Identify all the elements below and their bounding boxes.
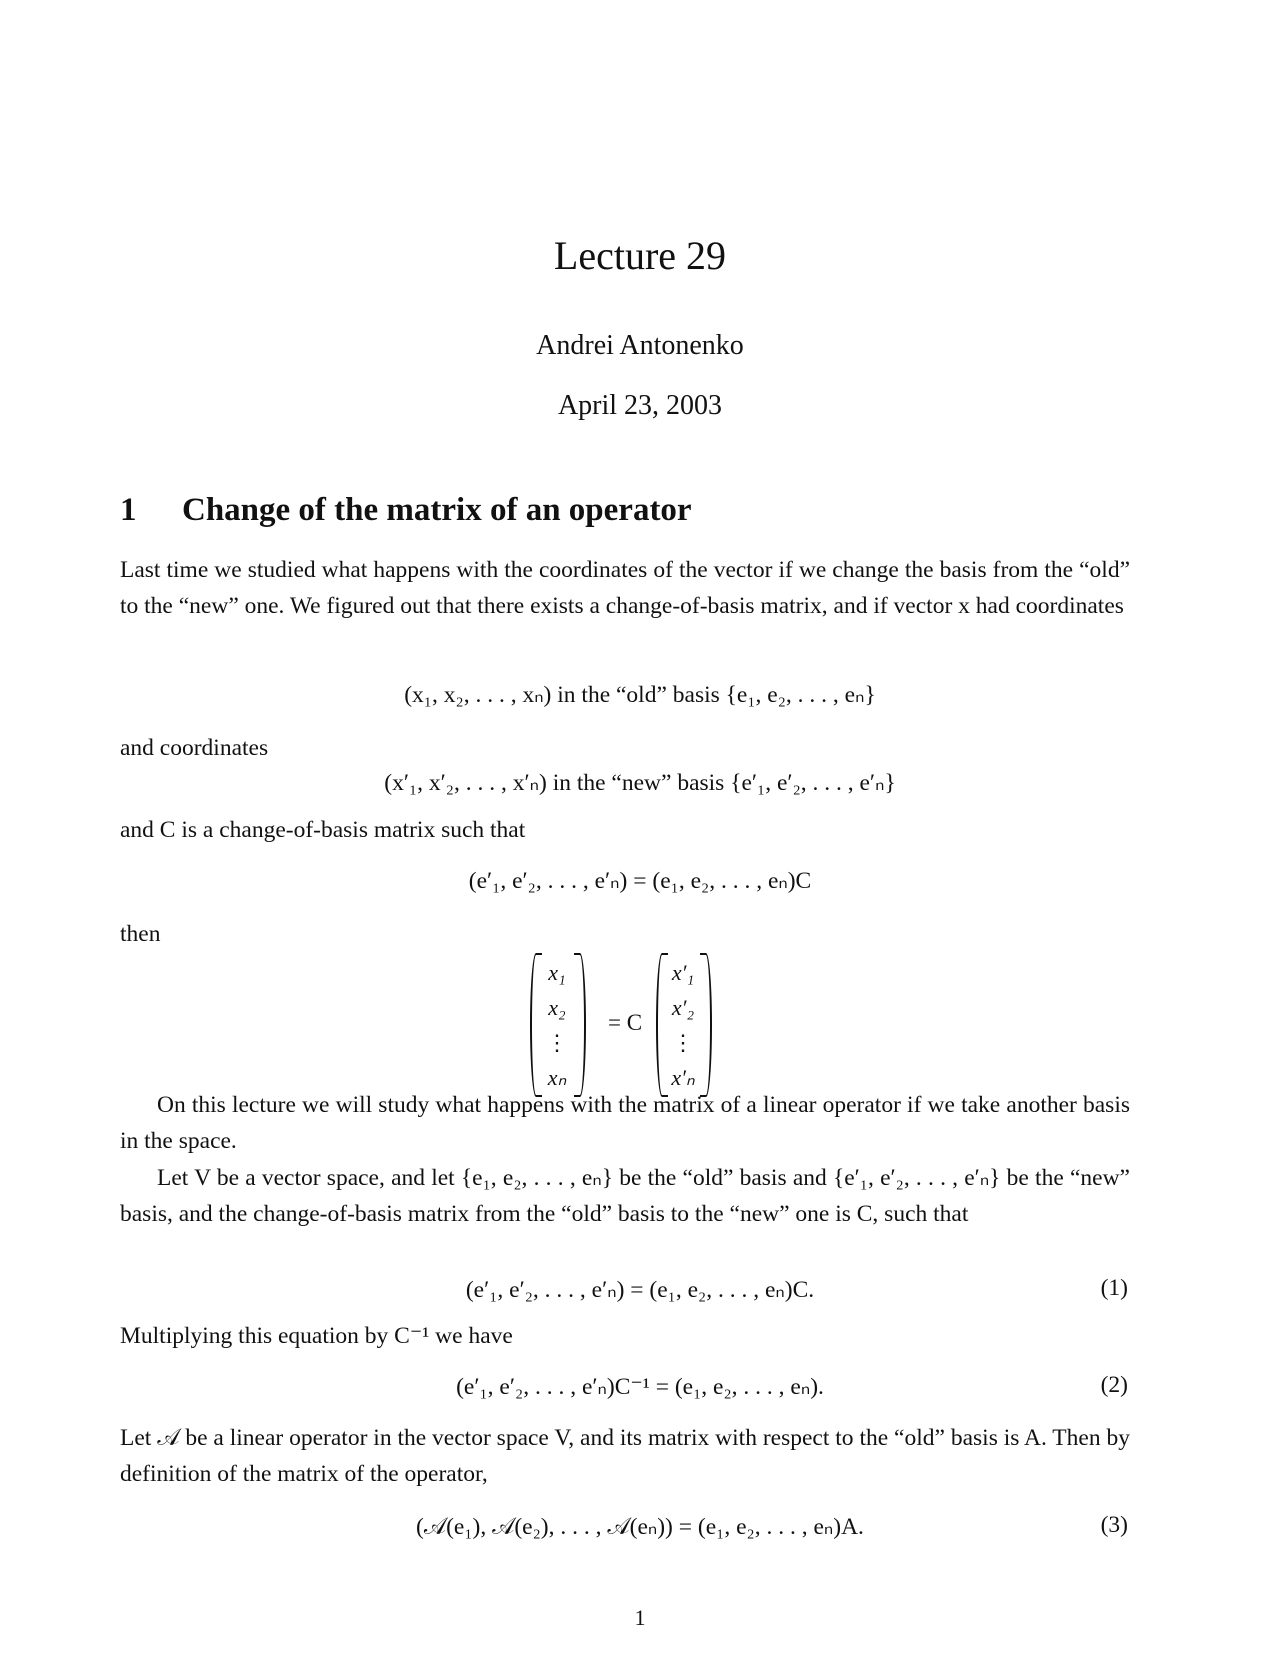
author-name: Andrei Antonenko bbox=[536, 330, 744, 361]
coordinate-matrix-equation bbox=[530, 955, 730, 1095]
equation-2: (e′₁, e′₂, . . . , e′ₙ)C⁻¹ = (e₁, e₂, . . . , eₙ). bbox=[456, 1374, 824, 1400]
equation-old-coordinates: (x₁, x₂, . . . , xₙ) in the “old” basis {e₁, e₂, . . . , eₙ} bbox=[404, 682, 876, 708]
lecture-title: Lecture 29 bbox=[553, 233, 727, 278]
equation-number-3: (3) bbox=[1100, 1512, 1128, 1538]
right-paren bbox=[574, 953, 586, 1097]
new-coordinate-column bbox=[668, 955, 698, 1095]
matrix-entry: x′ₙ bbox=[671, 1065, 695, 1090]
paragraph-this-lecture: On this lecture we will study what happens with the matrix of a linear operator if we take another basis in the space. bbox=[120, 1092, 1130, 1154]
paragraph-change-of-basis: and C is a change-of-basis matrix such that bbox=[120, 817, 526, 843]
old-coordinate-column bbox=[542, 955, 572, 1095]
matrix-entry: x′₂ bbox=[671, 995, 695, 1020]
lecture-date: April 23, 2003 bbox=[557, 390, 723, 421]
matrix-entry: xₙ bbox=[547, 1065, 567, 1090]
paragraph-let-v: Let V be a vector space, and let {e₁, e₂, . . . , eₙ} be the “old” basis and {e′₁, e′₂, . . . , e′ₙ} be the “new” basis, and the change-of-basis matrix from the “old” basis to the “new” one is C, such that bbox=[120, 1165, 1130, 1227]
paragraph-let-operator: Let 𝒜 be a linear operator in the vector space V, and its matrix with respect to the “old” basis is A. Then by definition of the matrix of the operator, bbox=[120, 1425, 1130, 1487]
matrix-entry: x′₁ bbox=[671, 960, 695, 985]
section-heading bbox=[120, 492, 692, 529]
section-number: 1 bbox=[120, 492, 137, 528]
equation-new-coordinates: (x′₁, x′₂, . . . , x′ₙ) in the “new” basis {e′₁, e′₂, . . . , e′ₙ} bbox=[384, 770, 896, 796]
matrix-entry: x₂ bbox=[548, 995, 566, 1020]
paragraph-intro: Last time we studied what happens with the coordinates of the vector if we change the basis from the “old” to the “new” one. We figured out that there exists a change-of-basis matrix, and if vector x had coordinates bbox=[120, 557, 1130, 619]
matrix-entry: ⋮ bbox=[546, 1030, 568, 1055]
paragraph-then: then bbox=[120, 921, 161, 947]
equation-number-2: (2) bbox=[1100, 1372, 1128, 1398]
right-paren bbox=[700, 953, 712, 1097]
left-paren bbox=[530, 953, 542, 1097]
paragraph-and-coordinates: and coordinates bbox=[120, 735, 269, 761]
page-number: 1 bbox=[634, 1605, 646, 1630]
section-title: Change of the matrix of an operator bbox=[182, 492, 692, 528]
matrix-entry: x₁ bbox=[548, 960, 566, 985]
matrix-entry: ⋮ bbox=[672, 1030, 694, 1055]
equation-number-1: (1) bbox=[1100, 1275, 1128, 1301]
matrix-operator: = C bbox=[608, 1010, 643, 1035]
equation-3: (𝒜(e₁), 𝒜(e₂), . . . , 𝒜(eₙ)) = (e₁, e₂, . . . , eₙ)A. bbox=[416, 1514, 864, 1540]
paragraph-multiplying: Multiplying this equation by C⁻¹ we have bbox=[120, 1323, 513, 1349]
equation-change-of-basis: (e′₁, e′₂, . . . , e′ₙ) = (e₁, e₂, . . . , eₙ)C bbox=[468, 868, 812, 894]
equation-1: (e′₁, e′₂, . . . , e′ₙ) = (e₁, e₂, . . . , eₙ)C. bbox=[465, 1277, 815, 1303]
left-paren bbox=[656, 953, 668, 1097]
